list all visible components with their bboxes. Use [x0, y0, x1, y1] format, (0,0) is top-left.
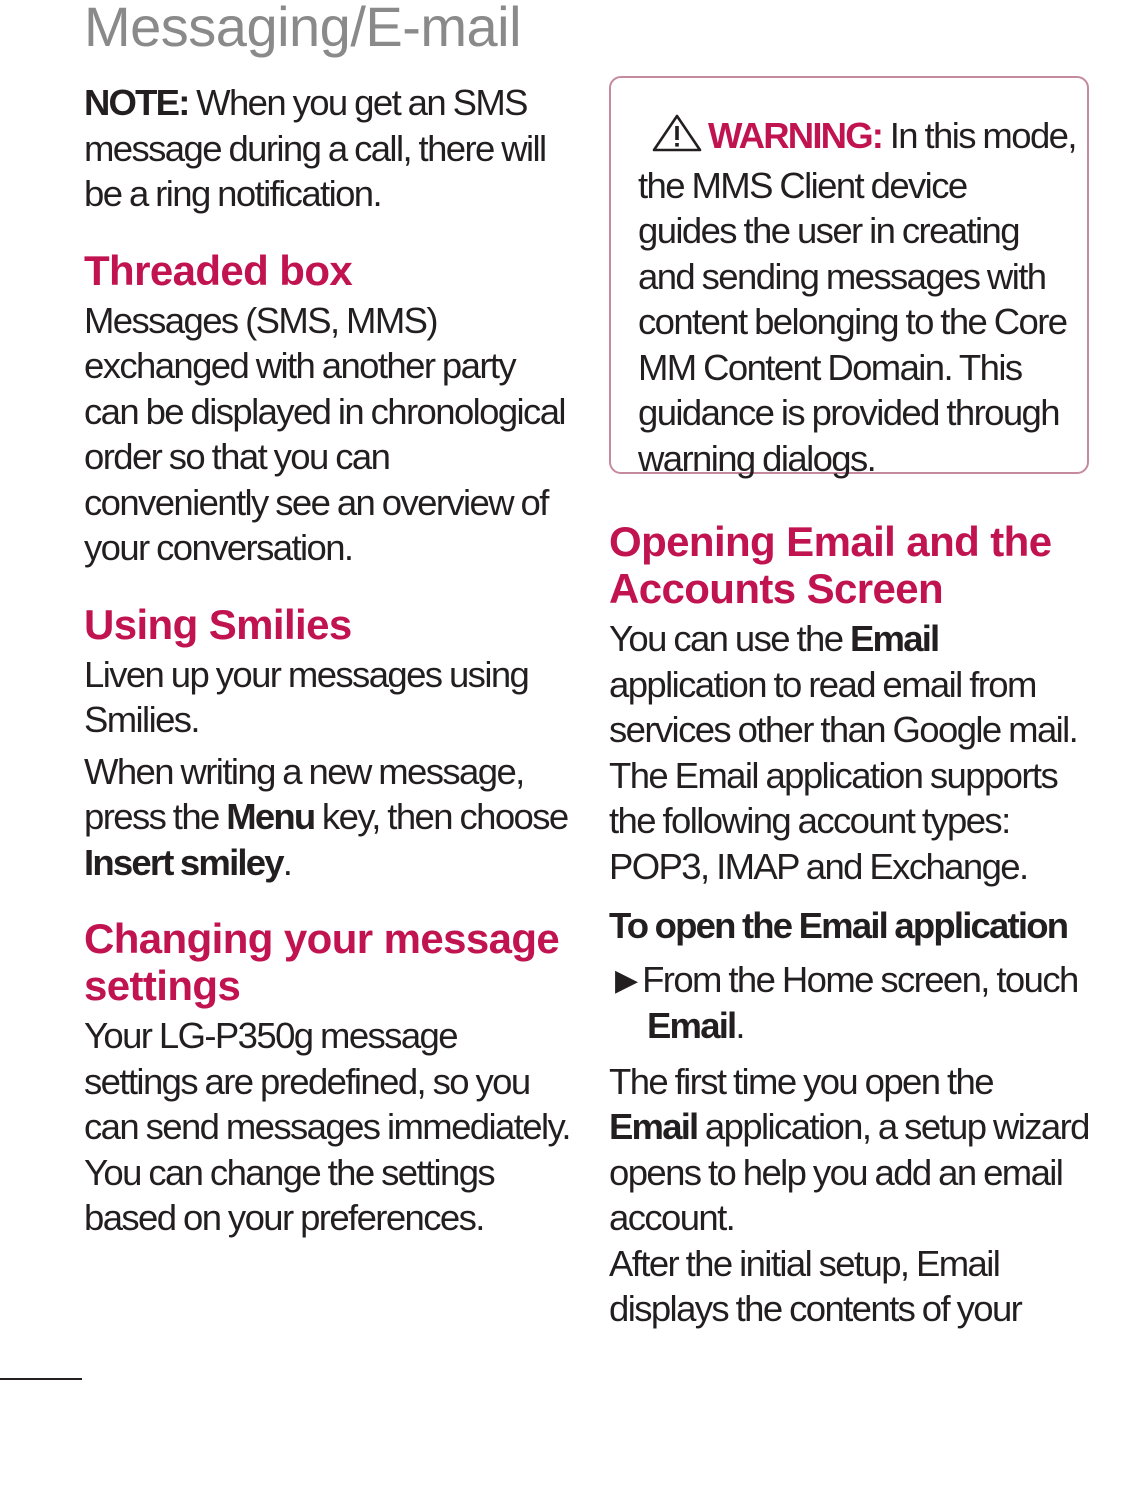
- text-line: and sending messages with: [638, 255, 1046, 297]
- heading-line: Opening Email and the: [609, 518, 1052, 565]
- text-line: application to read email from: [609, 663, 1036, 705]
- text-line: POP3, IMAP and Exchange.: [609, 845, 1028, 887]
- menu-key-label: Menu: [226, 796, 315, 837]
- text-span: .: [282, 841, 292, 883]
- note-text: When you get an SMS: [188, 82, 527, 123]
- heading-line: Accounts Screen: [609, 565, 944, 612]
- text-line: the following account types:: [609, 800, 1010, 841]
- text-line: guidance is provided through: [638, 392, 1059, 433]
- text-line: You can change the settings: [84, 1151, 495, 1193]
- text-span: .: [735, 1005, 744, 1046]
- text-line: [84, 840, 584, 886]
- text-line: can send messages immediately.: [84, 1106, 570, 1147]
- changing-settings-heading: [84, 915, 584, 1009]
- text-line: After the initial setup, Email: [609, 1242, 1000, 1284]
- warning-text: [638, 113, 1076, 481]
- bullet-line-1: [609, 957, 1099, 1004]
- email-app-label: Email: [850, 618, 939, 659]
- text-span: press the: [84, 796, 227, 837]
- subheading-text: To open the Email application: [609, 905, 1068, 946]
- text-span: key, then choose: [314, 796, 568, 837]
- text-line: settings are predefined, so you: [84, 1060, 530, 1102]
- text-line: order so that you can: [84, 436, 390, 477]
- page-title: Messaging/E-mail: [84, 0, 522, 58]
- text-line: conveniently see an overview of: [84, 481, 548, 523]
- smilies-paragraph-2: [84, 749, 584, 886]
- opening-email-paragraph-1: [609, 616, 1099, 889]
- text-line: Smilies.: [84, 699, 199, 740]
- threaded-box-heading: Threaded box: [84, 246, 353, 294]
- note-line-3: be a ring notification.: [84, 173, 382, 214]
- text-line: When writing a new message,: [84, 750, 524, 792]
- warning-line-1: [638, 113, 1076, 163]
- smilies-paragraph-1: [84, 652, 584, 743]
- text-line: [609, 616, 1099, 662]
- text-line: The first time you open the: [609, 1060, 993, 1102]
- text-span: You can use the: [609, 618, 850, 659]
- bullet-item: [609, 957, 1099, 1049]
- opening-email-paragraph-2: [609, 1059, 1099, 1332]
- changing-settings-paragraph: [84, 1013, 584, 1241]
- text-line: Liven up your messages using: [84, 653, 529, 695]
- insert-smiley-label: Insert smiley: [84, 841, 283, 883]
- warning-triangle-icon: [652, 114, 702, 163]
- text-line: can be displayed in chronological: [84, 390, 565, 432]
- triangle-bullet-icon: ▶: [615, 963, 639, 997]
- left-column: [84, 80, 584, 1241]
- text-line: opens to help you add an email: [609, 1151, 1063, 1193]
- text-line: services other than Google mail.: [609, 709, 1078, 750]
- text-line: account.: [609, 1197, 735, 1238]
- email-app-label: Email: [609, 1106, 698, 1147]
- warning-box: [609, 76, 1089, 479]
- text-line: the MMS Client device: [638, 164, 967, 206]
- text-span: From the Home screen, touch: [642, 958, 1078, 1000]
- to-open-email-subheading: [609, 903, 1099, 949]
- text-line: content belonging to the Core: [638, 301, 1067, 342]
- text-line: displays the contents of your: [609, 1288, 1022, 1329]
- text-line: your conversation.: [84, 527, 353, 568]
- text-span: In this mode,: [882, 115, 1076, 156]
- text-span: application, a setup wizard: [697, 1106, 1089, 1147]
- right-column: [609, 518, 1099, 1332]
- text-line: The Email application supports: [609, 754, 1058, 796]
- text-line: based on your preferences.: [84, 1197, 484, 1238]
- note-line-2: message during a call, there will: [84, 127, 546, 169]
- text-line: guides the user in creating: [638, 210, 1019, 251]
- using-smilies-heading: Using Smilies: [84, 600, 352, 648]
- page-footer-rule: [0, 1378, 82, 1380]
- note-label: NOTE:: [84, 82, 189, 123]
- text-line: Your LG-P350g message: [84, 1015, 457, 1056]
- text-line: MM Content Domain. This: [638, 346, 1022, 388]
- threaded-box-paragraph: [84, 298, 584, 571]
- note-line-1: [84, 80, 584, 126]
- text-line: [609, 1104, 1099, 1150]
- heading-line: Changing your message: [84, 915, 560, 962]
- warning-label: WARNING:: [708, 115, 883, 156]
- bullet-line-2: [609, 1003, 1099, 1049]
- heading-line: settings: [84, 962, 241, 1009]
- text-line: exchanged with another party: [84, 345, 516, 386]
- text-line: warning dialogs.: [638, 437, 876, 479]
- email-app-label: Email: [647, 1005, 736, 1046]
- note-paragraph: [84, 80, 584, 217]
- text-line: [84, 794, 584, 840]
- text-line: Messages (SMS, MMS): [84, 299, 437, 341]
- opening-email-heading: [609, 518, 1099, 612]
